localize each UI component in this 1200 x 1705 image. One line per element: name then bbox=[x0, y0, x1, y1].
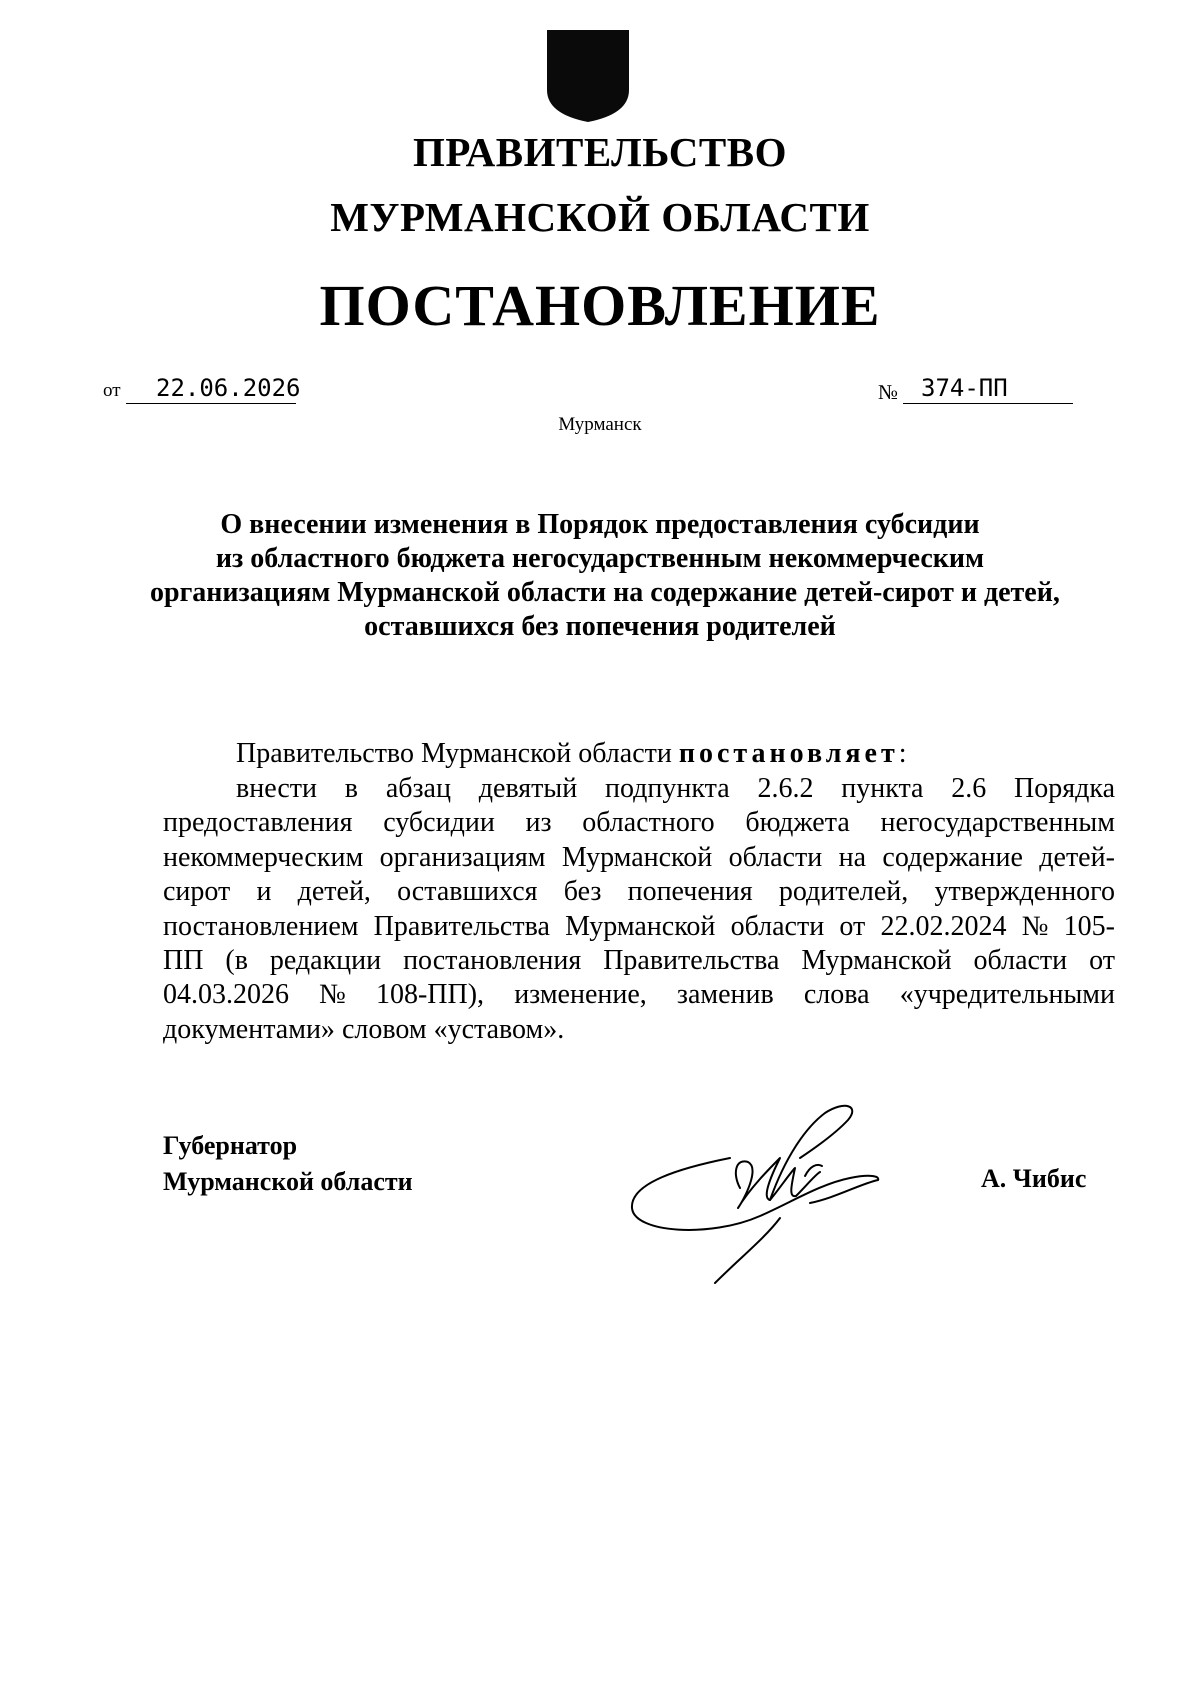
body-line bbox=[163, 875, 1115, 909]
body-word: 2.6.2 bbox=[757, 773, 814, 804]
body-word: на bbox=[838, 841, 867, 873]
body-word: из bbox=[525, 807, 552, 839]
body-word: детей- bbox=[1039, 841, 1115, 873]
body-word: 04.03.2026 bbox=[163, 979, 289, 1011]
body-word: области bbox=[730, 910, 825, 942]
body-word: 22.02.2024 bbox=[880, 910, 1007, 942]
body-line bbox=[163, 910, 1115, 944]
number-label: № bbox=[878, 380, 899, 404]
body-word: абзац bbox=[385, 773, 451, 804]
body-word: от bbox=[1089, 945, 1115, 977]
body-word: Правительства bbox=[373, 910, 550, 942]
body-word: девятый bbox=[478, 773, 578, 804]
body-word: Порядка bbox=[1014, 773, 1115, 804]
body-line bbox=[163, 806, 1115, 840]
title-line: из областного бюджета негосударственным некоммерческим bbox=[215, 543, 985, 574]
body-word: области bbox=[728, 841, 823, 873]
body-word: слова bbox=[803, 979, 870, 1011]
body-word: области bbox=[973, 945, 1068, 977]
document-number: 374-ПП bbox=[903, 373, 1073, 404]
signatory-position bbox=[163, 1128, 413, 1200]
body-word: Мурманской bbox=[565, 910, 716, 942]
date-label: от bbox=[103, 380, 121, 401]
body-word: № bbox=[1021, 910, 1049, 942]
body-word: бюджета bbox=[745, 807, 850, 839]
body-word: редакции bbox=[269, 945, 382, 977]
body-line bbox=[163, 841, 1115, 875]
body-word: заменив bbox=[676, 979, 774, 1011]
body-word: от bbox=[839, 910, 866, 942]
body-word: 108-ПП), bbox=[375, 979, 485, 1011]
body-word: попечения bbox=[627, 876, 753, 908]
body-word: (в bbox=[225, 945, 248, 977]
body-word: изменение, bbox=[514, 979, 647, 1011]
title-line: оставшихся без попечения родителей bbox=[364, 611, 836, 642]
position-line: Мурманской области bbox=[163, 1167, 413, 1196]
body-word: утвержденного bbox=[934, 876, 1115, 908]
body-word: субсидии bbox=[383, 807, 495, 839]
document-title bbox=[150, 508, 1060, 644]
organization-name-line2: МУРМАНСКОЙ ОБЛАСТИ bbox=[330, 194, 870, 240]
body-word: областного bbox=[582, 807, 715, 839]
body-line bbox=[163, 772, 1115, 806]
body-word: без bbox=[563, 876, 602, 908]
body-word: детей, bbox=[297, 876, 371, 908]
body-word: постановлением bbox=[163, 910, 359, 942]
body-word: пункта bbox=[841, 773, 924, 804]
body-word: 2.6 bbox=[951, 773, 987, 804]
resolution-body bbox=[163, 772, 1115, 1047]
city-name: Мурманск bbox=[558, 414, 642, 435]
body-word: Мурманской bbox=[561, 841, 713, 873]
lead-colon: : bbox=[898, 738, 907, 769]
lead-text: Правительство Мурманской области bbox=[236, 738, 679, 769]
signatory-name: А. Чибис bbox=[981, 1164, 1087, 1193]
body-line bbox=[163, 1013, 1115, 1047]
lead-verb: постановляет bbox=[678, 738, 899, 769]
body-word: негосударственным bbox=[880, 807, 1115, 839]
body-word: некоммерческим bbox=[163, 841, 364, 873]
body-word: 105- bbox=[1063, 910, 1115, 942]
body-line bbox=[163, 978, 1115, 1012]
body-word: «уставом». bbox=[433, 1013, 565, 1045]
title-line: О внесении изменения в Порядок предоставления субсидии bbox=[220, 509, 980, 540]
position-line: Губернатор bbox=[163, 1131, 298, 1160]
body-word: Правительства bbox=[603, 945, 780, 977]
body-word: организациям bbox=[379, 841, 546, 873]
document-type: ПОСТАНОВЛЕНИЕ bbox=[319, 273, 881, 338]
body-word: оставшихся bbox=[397, 876, 538, 908]
body-word: подпункта bbox=[605, 773, 730, 804]
body-word: ПП bbox=[163, 945, 204, 977]
body-line bbox=[163, 944, 1115, 978]
body-word: сирот bbox=[163, 876, 231, 908]
title-line: организациям Мурманской области на содержание детей-сирот и детей, bbox=[150, 577, 1060, 608]
body-word: и bbox=[256, 876, 272, 908]
body-word: Мурманской bbox=[801, 945, 952, 977]
organization-name-line1: ПРАВИТЕЛЬСТВО bbox=[412, 129, 788, 175]
body-word: документами» bbox=[163, 1013, 335, 1045]
body-word: № bbox=[319, 979, 346, 1011]
document-date: 22.06.2026 bbox=[126, 373, 296, 404]
body-word: «учредительными bbox=[899, 979, 1115, 1011]
resolution-lead bbox=[236, 737, 907, 771]
body-word: в bbox=[344, 773, 359, 804]
body-word: постановления bbox=[403, 945, 582, 977]
body-word: словом bbox=[341, 1013, 427, 1045]
body-word: предоставления bbox=[163, 807, 353, 839]
body-word: внести bbox=[236, 773, 317, 804]
handwritten-signature bbox=[620, 1088, 920, 1288]
body-word: содержание bbox=[882, 841, 1023, 873]
coat-of-arms-emblem bbox=[545, 28, 631, 124]
body-word: родителей, bbox=[778, 876, 909, 908]
